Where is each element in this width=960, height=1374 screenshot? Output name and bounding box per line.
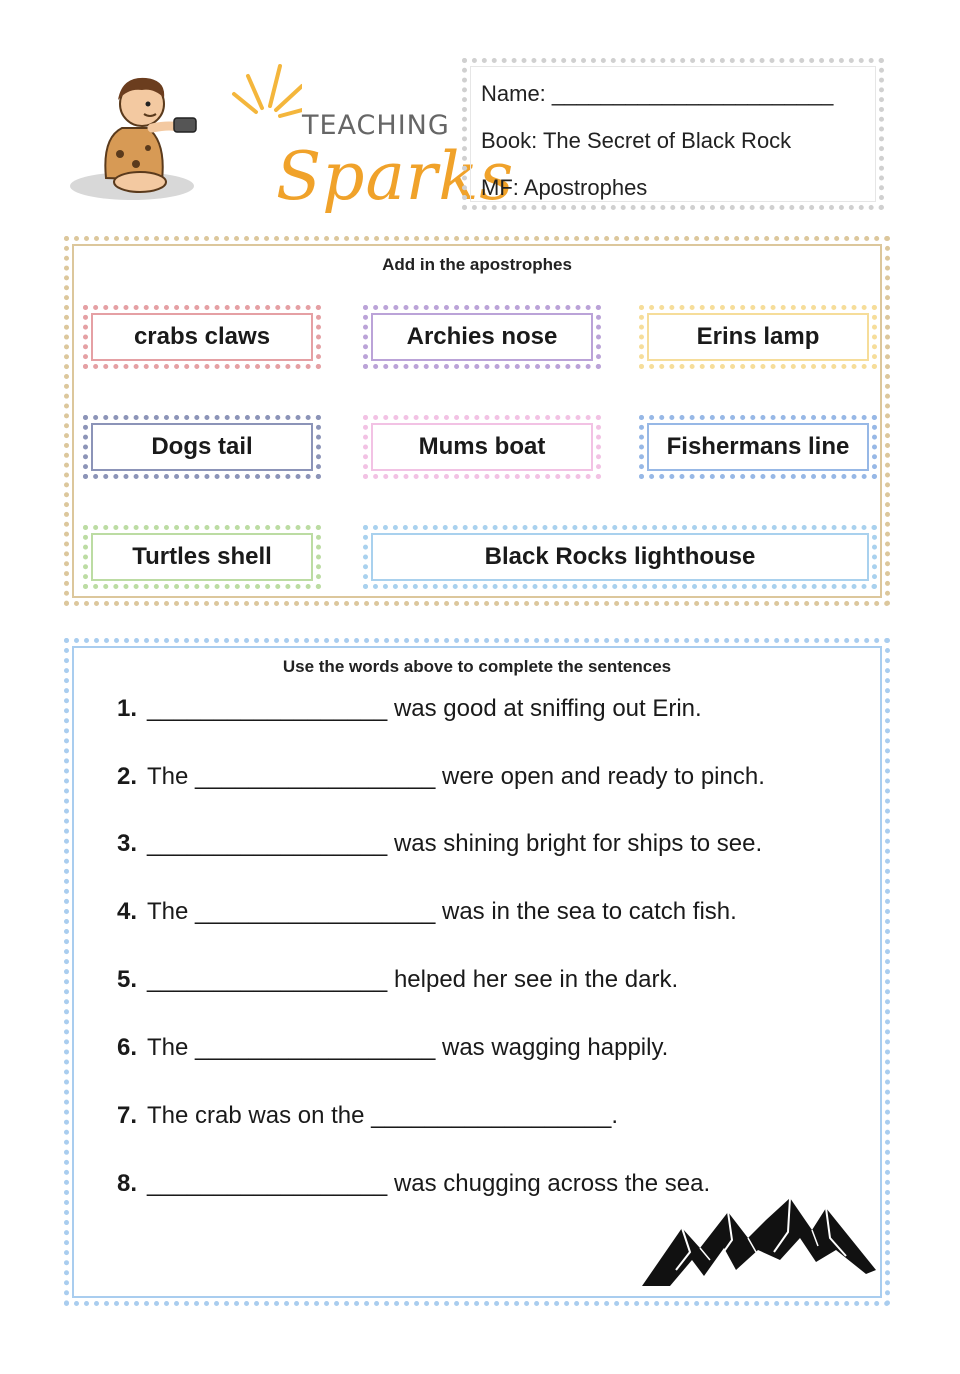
- sentence-5: [117, 966, 678, 994]
- sentence-6: [117, 1034, 668, 1062]
- sentence-prefix: The crab was on the: [147, 1102, 372, 1129]
- answer-blank[interactable]: __________________: [147, 695, 388, 722]
- answer-blank[interactable]: __________________: [195, 763, 436, 790]
- sentence-1: [117, 695, 702, 723]
- word-box-mums-boat: [363, 415, 601, 479]
- sentence-number: 1.: [117, 695, 138, 722]
- answer-blank[interactable]: __________________: [195, 898, 436, 925]
- sentence-suffix: were open and ready to pinch.: [435, 763, 765, 790]
- info-box: [462, 58, 884, 210]
- sentence-suffix: was in the sea to catch fish.: [435, 898, 737, 925]
- teaching-sparks-logo: [62, 58, 515, 218]
- sentence-suffix: helped her see in the dark.: [387, 966, 679, 993]
- word-box-crabs-claws: [83, 305, 321, 369]
- word-text: Turtles shell: [132, 543, 272, 570]
- words-panel-title: Add in the apostrophes: [382, 255, 572, 274]
- sentence-suffix: was wagging happily.: [435, 1034, 669, 1061]
- sentence-prefix: The: [147, 763, 196, 790]
- sentence-number: 5.: [117, 966, 138, 993]
- sentence-prefix: The: [147, 1034, 196, 1061]
- word-text: crabs claws: [133, 323, 271, 350]
- sentence-2: [117, 763, 765, 791]
- word-box-turtles-shell: [83, 525, 321, 589]
- answer-blank[interactable]: __________________: [147, 830, 388, 857]
- sentence-suffix: was chugging across the sea.: [387, 1170, 711, 1197]
- word-text: Black Rocks lighthouse: [484, 543, 756, 570]
- logo-teaching-text: TEACHING: [302, 110, 450, 141]
- word-box-archies-nose: [363, 305, 601, 369]
- sentence-number: 4.: [117, 898, 138, 925]
- word-text: Archies nose: [406, 323, 558, 350]
- sentence-number: 8.: [117, 1170, 138, 1197]
- sentence-prefix: The: [147, 898, 196, 925]
- word-box-fishermans-line: [639, 415, 877, 479]
- sentence-7: [117, 1102, 618, 1130]
- logo-sparks-text: Sparks: [276, 138, 515, 215]
- mountains-icon: [640, 1190, 880, 1290]
- words-panel: [64, 236, 890, 606]
- word-text: Erins lamp: [696, 323, 820, 350]
- sentence-4: [117, 898, 737, 926]
- sentence-number: 2.: [117, 763, 138, 790]
- name-line[interactable]: Name: _______________________: [481, 81, 834, 106]
- answer-blank[interactable]: __________________: [147, 1170, 388, 1197]
- answer-blank[interactable]: __________________: [195, 1034, 436, 1061]
- sentences-panel-title: Use the words above to complete the sentences: [282, 657, 672, 676]
- answer-blank[interactable]: __________________: [147, 966, 388, 993]
- answer-blank[interactable]: __________________: [371, 1102, 612, 1129]
- word-box-dogs-tail: [83, 415, 321, 479]
- sentence-3: [117, 830, 762, 858]
- sentence-number: 6.: [117, 1034, 138, 1061]
- word-text: Dogs tail: [151, 433, 253, 460]
- sentence-8: [117, 1170, 710, 1198]
- word-text: Mums boat: [418, 433, 546, 460]
- sentence-number: 7.: [117, 1102, 138, 1129]
- sentence-suffix: was good at sniffing out Erin.: [387, 695, 702, 722]
- word-box-erins-lamp: [639, 305, 877, 369]
- word-text: Fishermans line: [666, 433, 850, 460]
- mf-line: MF: Apostrophes: [481, 175, 648, 200]
- sentence-suffix: .: [611, 1102, 619, 1129]
- sentence-suffix: was shining bright for ships to see.: [387, 830, 763, 857]
- book-line: Book: The Secret of Black Rock: [481, 128, 792, 153]
- word-box-black-rocks-lighthouse: [363, 525, 877, 589]
- caveman-mascot-icon: [62, 58, 302, 218]
- sentence-number: 3.: [117, 830, 138, 857]
